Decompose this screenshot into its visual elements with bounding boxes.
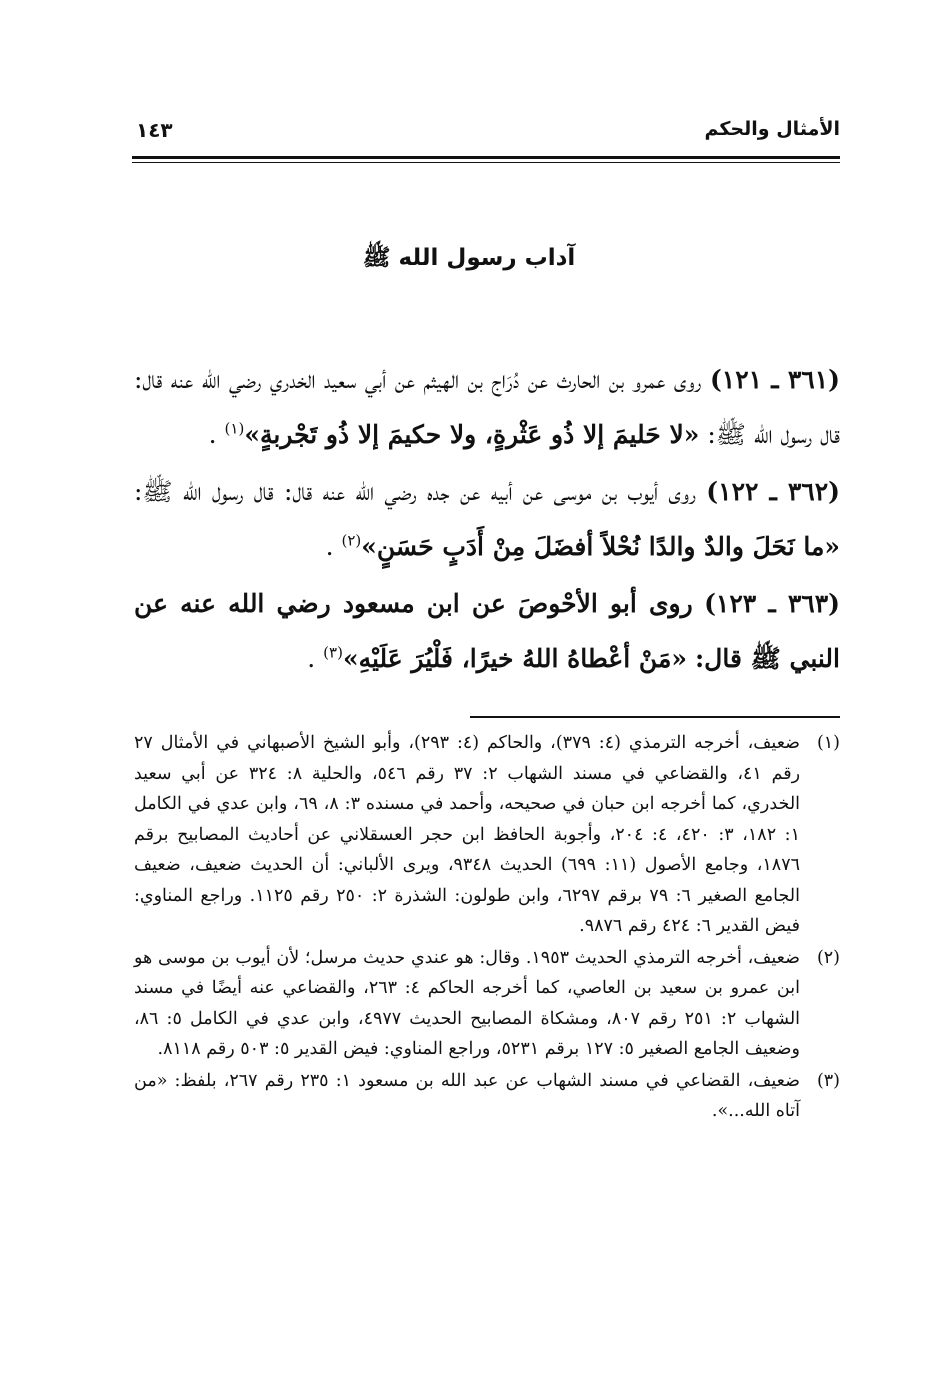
entry-intro: روى أيوب بن موسى عن أبيه عن جده رضي الله عنه قال: قال رسول الله ﷺ: — [134, 477, 697, 506]
entry-end: . — [325, 532, 334, 561]
footnote-text: ضعيف، أخرجه الترمذي الحديث ١٩٥٣. وقال: هو عندي حديث مرسل؛ لأن أيوب بن موسى هو ابن عمرو بن سعيد بن العاصي، كما أخرجه الحاكم ٤: ٢٦٣، والقضاعي عنه أيضًا في مسند الشهاب ٢: ٢٥١ رقم ٨٠٧، ومشكاة المصابيح الحديث ٤٩٧٧، وابن عدي في الكامل ٥: ٨٦، وضعيف الجامع الصغير ٥: ١٢٧ برقم ٥٢٣١، وراجع المناوي: فيض القدير ٥: ٥٠٣ رقم ٨١١٨. — [134, 947, 801, 1059]
footnote — [134, 1066, 840, 1127]
footnote-number: (٢) — [816, 947, 840, 968]
running-title: الأمثال والحكم — [704, 118, 840, 140]
footnote — [134, 728, 840, 942]
page-number: ١٤٣ — [136, 118, 173, 142]
entry-number: (٣٦١ ـ ١٢١) — [709, 365, 840, 394]
footnote-number: (٣) — [816, 1070, 840, 1091]
footnote-reference[interactable]: (٢) — [341, 531, 362, 550]
footnote-text: ضعيف، القضاعي في مسند الشهاب عن عبد الله بن مسعود ١: ٢٣٥ رقم ٢٦٧، بلفظ: «من آتاه الله...». — [134, 1070, 800, 1121]
footnote-text: ضعيف، أخرجه الترمذي (٤: ٣٧٩)، والحاكم (٤: ٢٩٣)، وأبو الشيخ الأصبهاني في الأمثال ٢٧ رقم ٤١، والقضاعي في مسند الشهاب ٢: ٣٧ رقم ٥٤٦، والحلية ٨: ٣٢٤ عن أبي سعيد الخدري، كما أخرجه ابن حبان في صحيحه، وأحمد في مسنده ٣: ٨، ٦٩، وابن عدي في الكامل ١: ١٨٢، ٣: ٤٢٠، ٤: ٢٠٤، وأجوبة الحافظ ابن حجر العسقلاني عن أحاديث المصابيح برقم ١٨٧٦، وجامع الأصول (١١: ٦٩٩) الحديث ٩٣٤٨، ويرى الألباني: أن الحديث ضعيف، ضعيف الجامع الصغير ٦: ٧٩ برقم ٦٢٩٧، وابن طولون: الشذرة ٢: ٢٥٠ رقم ١١٢٥. وراجع المناوي: فيض القدير ٦: ٤٢٤ رقم ٩٨٧٦. — [134, 733, 801, 936]
footnote-reference[interactable]: (١) — [224, 419, 245, 438]
footnotes — [134, 728, 840, 1128]
footnote-number: (١) — [816, 733, 840, 753]
hadith-entries — [134, 352, 840, 688]
footnote-separator — [470, 716, 840, 718]
hadith-quote: «مَنْ أعْطاهُ اللهُ خيرًا، فَلْيُرَ عَلَيْهِ» — [342, 644, 687, 673]
entry-end: . — [307, 644, 316, 673]
hadith-quote: «لا حَليمَ إلا ذُو عَثْرةٍ، ولا حكيمَ إلا ذُو تَجْربةٍ» — [244, 420, 700, 449]
running-header — [132, 118, 840, 150]
hadith-entry — [134, 352, 840, 462]
header-rule — [132, 156, 840, 159]
hadith-entry — [134, 464, 840, 574]
entry-number: (٣٦٣ ـ ١٢٣) — [704, 589, 840, 618]
entry-end: . — [208, 420, 217, 449]
entry-number: (٣٦٢ ـ ١٢٢) — [706, 477, 840, 506]
header-rule-thin — [132, 162, 840, 163]
footnote — [134, 943, 840, 1065]
entry-intro: روى أبو الأحْوصَ عن ابن مسعود رضي الله عنه عن النبي ﷺ قال: — [134, 589, 840, 673]
footnote-reference[interactable]: (٣) — [323, 643, 343, 662]
entry-intro: روى عمرو بن الحارث عن دُرَاج بن الهيثم عن أبي سعيد الخدري رضي الله عنه قال: قال رسول الله ﷺ: — [134, 365, 840, 449]
section-title: آداب رسول الله ﷺ — [362, 245, 576, 271]
hadith-entry — [134, 576, 840, 686]
hadith-quote: «ما نَحَلَ والدٌ والدًا نُحْلاً أفضَلَ مِنْ أَدَبٍ حَسَنٍ» — [361, 532, 840, 561]
